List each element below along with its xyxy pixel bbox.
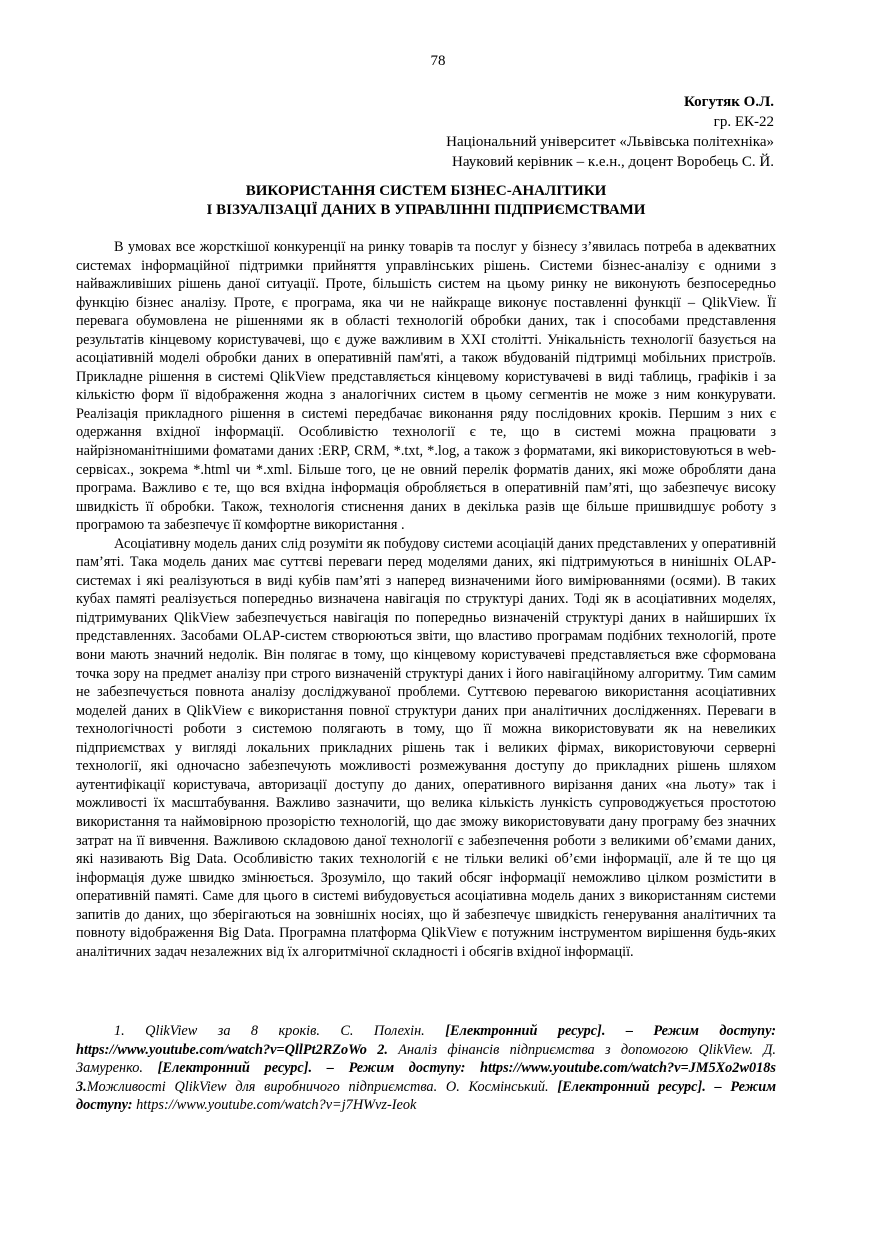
author-name: Когутяк О.Л. (684, 94, 774, 110)
article-body (76, 238, 776, 961)
reference-3-resource: [Електронний ресурс]. – Режим доступу: (76, 1078, 776, 1114)
page-number: 78 (430, 53, 446, 69)
title-line-1: ВИКОРИСТАННЯ СИСТЕМ БІЗНЕС-АНАЛІТИКИ (245, 183, 607, 199)
reference-3-number: 3. (76, 1078, 87, 1095)
references (76, 1022, 776, 1115)
reference-2-description: Аналіз фінансів підприємства з допомогою QlikView. Д. Замуренко. (76, 1041, 777, 1077)
reference-1-resource: [Електронний ресурс]. – Режим доступу: https://www.youtube.com/watch?v=QllPt2RZoWo (76, 1023, 776, 1058)
author-block (446, 92, 774, 172)
author-university: Національний університет «Львівська політехніка» (446, 134, 774, 150)
reference-2-number: 2. (377, 1041, 388, 1058)
reference-3-url: https://www.youtube.com/watch?v=j7HWvz-Ieok (136, 1097, 417, 1114)
author-group: гр. ЕК-22 (713, 114, 774, 130)
reference-2-resource: [Електронний ресурс]. – Режим доступу: https://www.youtube.com/watch?v=JM5Xo2w018s (157, 1060, 776, 1077)
paragraph-2: Асоціативну модель даних слід розуміти як побудову системи асоціацій даних представлених у оперативній пам’яті. Така модель даних має суттєві переваги перед моделями даних, які підтримуються в нинішніх OLAP-системах і які реалізуються в виді кубів пам’яті з наперед визначеними його вимірюваннями (осями). В таких кубах памяті реалізується попередньо визначена навігація по структурі даних. Тоді як в асоціативних моделях, підтримуваних QlikView забезпечується навігація по попередньо визначеній структурі даних в найширших їх представленнях. Засобами OLAP-систем створюються звіти, що властиво програмам подібних технологій, проте вони мають значний недолік. Він полягає в тому, що кінцевому користувачеві представляється вже сформована точка зору на предмет аналізу при строго визначеній структурі даних і його навігаційному алгоритму. Тим самим не забезпечується повнота аналізу досліджуваної проблеми. Суттєвою перевагою використання асоціативних моделей даних в QlikView є використання повної структури даних при аналітичних дослідженнях. Переваги в технологічності роботи з системою полягають в тому, що її можна використовувати як на невеликих підприємствах у вигляді локальних прикладних рішень так і великих фірмах, використовуючи серверні технології, які одночасно забезпечують можливості розмежування доступу до прикладних рішень шляхом аутентифікації користувача, авторизації доступу до даних, оперативного вирізання даних «на льоту» так і можливості їх масштабування. Важливо зазначити, що велика кількість лункість супроводжується простотою використання та наймовірною прозорістю технологій, що дає зможу використовувати дану програму без значних затрат на її вивчення. Важливою складовою даної технології є забезпечення роботи з великими об’ємами даних, які називають Big Data. Особливістю таких технологій є не тільки великі об’єми інформації, але й те що ця інформація дуже швидко змінюється. Зрозуміло, що такий обсяг інформації неможливо цілком розмістити в оперативній памяті. Саме для цього в системі вибудовується асоціативна модель даних з використанням системи запитів до даних, що зберігаються на зовнішніх носіях, що й забезпечує швидкість генерування аналітичних та повноту відображення Big Data. Програмна платформа QlikView є потужним інструментом вирішення будь-яких аналітичних задач незалежних від їх алгоритмічної складності і обсягів вхідної інформації. (76, 535, 776, 960)
reference-1-description: 1. QlikView за 8 кроків. С. Полехін. (114, 1023, 425, 1039)
author-supervisor: Науковий керівник – к.е.н., доцент Воробець С. Й. (452, 154, 774, 170)
reference-3-description: Можливості QlikView для виробничого підприємства. О. Космінський. (86, 1078, 549, 1095)
title-line-2: І ВІЗУАЛІЗАЦІЇ ДАНИХ В УПРАВЛІННІ ПІДПРИЄМСТВАМИ (206, 202, 646, 218)
article-title (76, 182, 776, 220)
paragraph-1: В умовах все жорсткішої конкуренції на ринку товарів та послуг у бізнесу з’явилась потреба в адекватних системах інформаційної підтримки прийняття управлінських рішень. Системи бізнес-аналізу є одними з найважливіших рішень даної ситуації. Проте, більшість систем на цьому ринку не виконують безпосередньо функцію бізнес аналізу. Проте, є програма, яка чи не найкраще виконує поставленні функції – QlikView. Її перевага обумовлена не рішеннями як в області технологій обробки даних, так і способами представлення результатів кінцевому користувачеві, що є дуже важливим в XXI столітті. Унікальність технології базується на асоціативній моделі обробки даних в оперативній пам'яті, а також вбудованій підтримці мобільних пристроїв. Прикладне рішення в системі QlikView представляється кінцевому користувачеві в виді таблиць, графіків і за кількістю форм її відображення жодна з аналогічних систем в цьому сегментів не може з ним конкурувати. Реалізація прикладного рішення в системі передбачає виконання ряду послідовних кроків. Першим з них є одержання вхідної інформації. Особливістю технології є те, що в системі можна працювати з найрізноманітнішими фоматами даних :ERP, CRM, *.txt, *.log, а також з форматами, які використовуються в web-сервісах., зокрема *.html чи *.xml. Більше того, це не овний перелік форматів даних, які може обробляти дана програма. Важливо є те, що вся вхідна інформація обробляється в оперативній пам’яті, що забезпечує високу швидкість її обробки. Також, технологія стиснення даних в декілька разів ще більше пришвидшує роботу з програмою та забезпечує її комфортне використання . (76, 239, 776, 534)
